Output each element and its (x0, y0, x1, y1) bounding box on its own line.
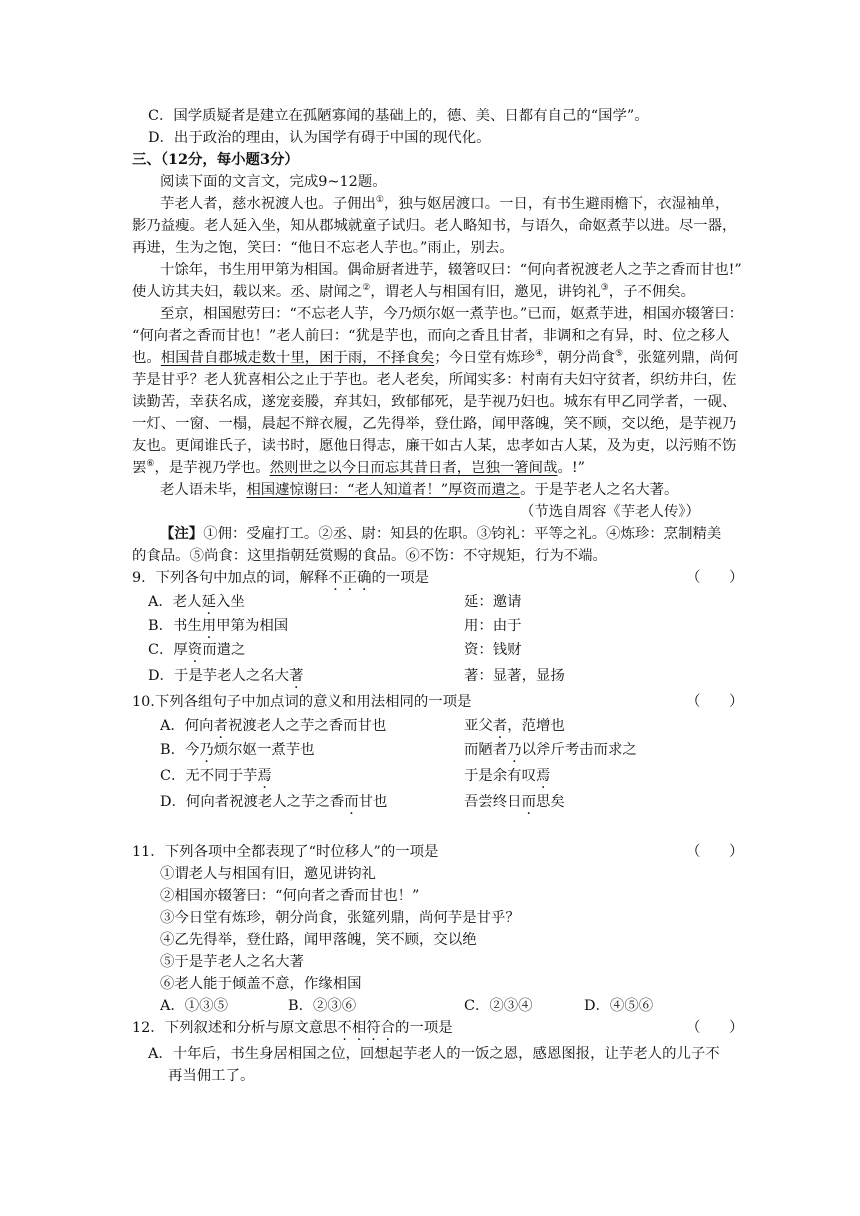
q12-option-a: A．十年后，书生身居相国之位，回想起芋老人的一饭之恩，感恩图报，让芋老人的儿子不 (148, 1046, 720, 1062)
q11-item: ⑥老人能于倾盖不意，作缘相国 (160, 976, 362, 992)
passage-line: 也。相国昔自郡城走数十里，困于雨，不择食矣；今日堂有炼珍④，朝分尚食⑤，张筵列鼎，尚何 (132, 349, 739, 366)
q9-option-d-meaning: 著：显著，显扬 (464, 668, 565, 684)
q11-item: ③今日堂有炼珍，朝分尚食，张筵列鼎，尚何芋是甘乎？ (160, 910, 520, 926)
passage-line: 芋老人者，慈水祝渡人也。子佣出①，独与妪居渡口。一日，有书生避雨檐下，衣湿袖单， (160, 195, 730, 212)
q10-option-d: D．何向者祝渡老人之芋之香而甘也 (160, 794, 388, 810)
answer-paren: （ ） (686, 1020, 744, 1036)
section-heading: 三、（12分，每小题3分） (132, 151, 299, 168)
q11-item: ①谓老人与相国有旧，邀见讲钧礼 (160, 866, 376, 882)
passage-line: 老人语未毕，相国遽惊谢曰：“老人知道者！”厚资而遣之。于是芋老人之名大著。 (160, 482, 679, 498)
passage-line: 一灯、一窗、一榻，晨起不辩衣履，乙先得举，登仕路，闻甲落魄，笑不顾，交以绝，是芋视乃 (132, 416, 737, 432)
passage-line: 使人访其夫妇，载以来。丞、尉闻之②，谓老人与相国有旧，邀见，讲钧礼③，子不佣矣。 (132, 283, 696, 300)
option-c-line: C．国学质疑者是建立在孤陋寡闻的基础上的，德、美、日都有自己的“国学”。 (148, 108, 649, 124)
passage-line: 影乃益瘦。老人延入坐，知从郡城就童子试归。老人略知书，与语久，命妪煮芋以进。尽一器， (132, 218, 737, 234)
answer-paren: （ ） (686, 844, 744, 860)
q9-option-b-meaning: 用：由于 (464, 618, 522, 634)
q11-choice-b: B．②③⑥ (288, 998, 357, 1014)
notes-line: 【注】①佣：受雇打工。②丞、尉：知县的佐职。③钧礼：平等之礼。④炼珍：烹制精美 (160, 525, 722, 542)
q10-option-a: A．何向者祝渡老人之芋之香而甘也 (160, 718, 387, 734)
passage-line: 至京，相国慰劳曰：“不忘老人芋，今乃烦尔妪一煮芋也。”已而，妪煮芋进，相国亦辍箸曰： (160, 306, 744, 322)
underlined-sentence: 然则世之以今日而忘其昔日者，岂独一箸间哉 (269, 460, 558, 476)
q10-option-a-compare: 亚父者，范增也 (464, 718, 565, 734)
q10-option-c-compare: 于是余有叹焉 (464, 768, 551, 784)
instruction: 阅读下面的文言文，完成9~12题。 (160, 174, 387, 190)
q11-choice-d: D．④⑤⑥ (584, 998, 654, 1014)
q11-item: ②相国亦辍箸曰：“何向者之香而甘也！” (160, 888, 420, 904)
underlined-sentence: 相国遽惊谢曰：“老人知道者！”厚资而遣之 (246, 482, 521, 498)
answer-paren: （ ） (686, 570, 744, 586)
question-12: 12．下列叙述和分析与原文意思不相符合的一项是 (132, 1020, 453, 1036)
q11-choice-a: A．①③⑤ (160, 998, 228, 1014)
q9-option-a: A．老人延入坐 (148, 594, 245, 610)
passage-line: 芋是甘乎？老人犹喜相公之止于芋也。老人老矣，所闻实多：村南有夫妇守贫者，织纺井臼，佐 (132, 372, 737, 388)
passage-line: 罢⑥，是芋视乃学也。然则世之以今日而忘其昔日者，岂独一箸间哉。!” (132, 459, 585, 476)
passage-line: 读勤苦，幸获名成，遂宠妾媵，弃其妇，致郁郁死，是芋视乃妇也。城东有甲乙同学者，一砚、 (132, 394, 737, 410)
q10-option-b: B．今乃烦尔妪一煮芋也 (160, 742, 315, 758)
passage-line: “何向者之香而甘也！”老人前曰：“犹是芋也，而向之香且甘者，非调和之有异，时、位之移人 (132, 328, 730, 344)
q9-option-c: C．厚资而遣之 (148, 642, 246, 658)
q11-choice-c: C．②③④ (464, 998, 533, 1014)
question-10: 10.下列各组句子中加点词的意义和用法相同的一项是 (132, 694, 472, 710)
q9-option-d: D．于是芋老人之名大著 (148, 668, 304, 684)
q11-item: ④乙先得举，登仕路，闻甲落魄，笑不顾，交以绝 (160, 932, 477, 948)
q12-option-a-cont: 再当佣工了。 (168, 1068, 255, 1084)
question-9: 9．下列各句中加点的词，解释不正确的一项是 (132, 570, 430, 586)
q9-option-b: B．书生用甲第为相国 (148, 618, 289, 634)
underlined-sentence: 相国昔自郡城走数十里，困于雨，不择食矣 (160, 350, 435, 366)
passage-line: 十馀年，书生用甲第为相国。偶命厨者进芋，辍箸叹曰：“何向者祝渡老人之芋之香而甘也!” (160, 262, 742, 278)
passage-line: 友也。更闻谁氏子，读书时，愿他日得志，廉干如古人某，忠孝如古人某，及为吏，以污贿不饬 (132, 438, 737, 454)
q11-item: ⑤于是芋老人之名大著 (160, 954, 304, 970)
q9-option-a-meaning: 延：邀请 (464, 594, 522, 610)
notes-line: 的食品。⑤尚食：这里指朝廷赏赐的食品。⑥不饬：不守规矩，行为不端。 (132, 548, 607, 564)
q10-option-c: C．无不同于芋焉 (160, 768, 272, 784)
source-citation: （节选自周容《芋老人传》） (520, 504, 700, 520)
q9-option-c-meaning: 资：钱财 (464, 642, 522, 658)
option-d-line: D．出于政治的理由，认为国学有碍于中国的现代化。 (148, 130, 491, 146)
answer-paren: （ ） (686, 694, 744, 710)
passage-line: 再进，生为之饱，笑曰：“他日不忘老人芋也。”雨止，别去。 (132, 240, 514, 256)
q10-option-d-compare: 吾尝终日而思矣 (464, 794, 565, 810)
question-11: 11．下列各项中全都表现了“时位移人”的一项是 (132, 844, 439, 860)
q10-option-b-compare: 而陋者乃以斧斤考击而求之 (464, 742, 637, 758)
